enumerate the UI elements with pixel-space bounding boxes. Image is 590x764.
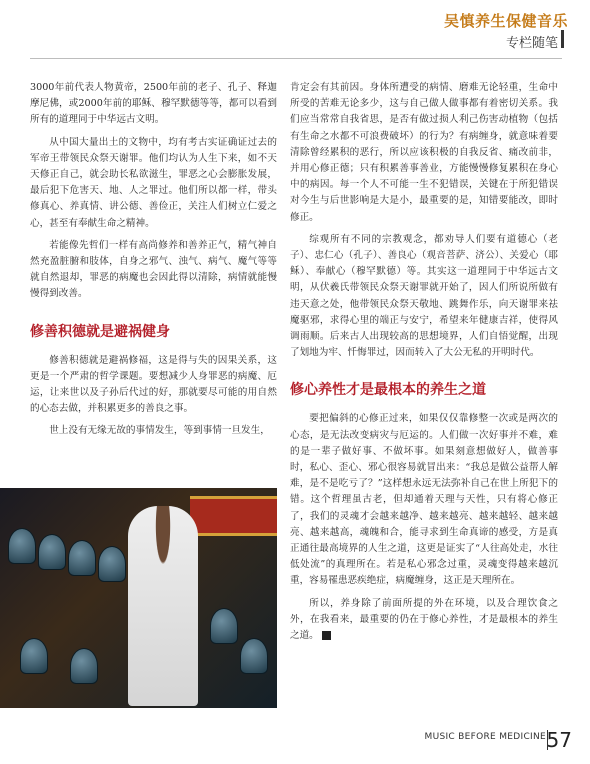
page-number: 57 [546, 728, 572, 752]
bronze-bell-icon [210, 608, 238, 644]
bronze-bell-icon [20, 638, 48, 674]
end-mark-icon [322, 631, 331, 640]
bronze-bell-icon [68, 540, 96, 576]
left-section-heading: 修善积德就是避祸健身 [30, 323, 170, 340]
bronze-bell-icon [98, 546, 126, 582]
footer-label: MUSIC BEFORE MEDICINE [424, 732, 546, 742]
left-column [30, 80, 277, 446]
temple-bells-photo [0, 488, 277, 708]
left-paragraph-2: 从中国大量出土的文物中，均有考古实证确证过去的军帝王带领民众祭天谢罪。他们均认为人生下来，如不天天修正自己，就会助长私欲滋生，罪恶之心会膨胀发展，最后犯下危害天、地、人之罪过。他们所以都一样，带头修真心、养真情、讲公德、善俭正，关注人们树立仁爱之心，甚至有奉献生命之精神。 [30, 136, 277, 229]
left-paragraph-1: 3000年前代表人物黄帝，2500年前的老子、孔子、释迦摩尼佛，或2000年前的耶稣、穆罕默德等等，都可以看到所有的道理同于中华远古文明。 [30, 82, 277, 126]
left-paragraph-5: 世上没有无缘无故的事情发生，等到事情一旦发生， [49, 425, 270, 437]
left-paragraph-4: 修善积德就是避祸修福，这是得与失的因果关系，这更是一个严肃的哲学课题。要想减少人身罪恶的病魔、厄运，让来世以及子孙后代过的好，那就要尽可能的用自然的心态去做，并积累更多的善良之事。 [30, 354, 277, 415]
page-header [0, 0, 590, 56]
red-beam [190, 496, 277, 536]
left-paragraph-3: 若能像先哲们一样有高尚修养和善养正气，精气神自然充盈脏腑和肢体，自身之邪气、浊气、病气、魔气等等就自然退却，罪恶的病魔也会因此得以清除，病情就能慢慢得到改善。 [30, 239, 277, 300]
bronze-bell-icon [8, 528, 36, 564]
right-section-heading: 修心养性才是最根本的养生之道 [290, 382, 486, 399]
right-paragraph-1: 肯定会有其前因。身体所遭受的病情、磨难无论轻重，生命中所受的苦难无论多少，这与自己做人做事都有着密切关系。我们应当常常自我省思，是否有做过损人利己伤害动植物（包括有生命之水都不可浪费破坏）的行为？有病缠身，就意味着要清除曾经累积的恶行，所以应该积极的自我反省、痛改前非，并用心修正德；只有积累善事善业，方能慢慢修复累积在身心中的病因。每一个人不可能一生不犯错误，关键在于所犯错误对今生与后世影响是大是小，最重要的是，知错要能改，即时修正。 [290, 82, 558, 223]
right-column [290, 80, 558, 650]
bronze-bell-icon [240, 638, 268, 674]
right-paragraph-4-text: 所以，养身除了前面所提的外在环境，以及合理饮食之外，在我看来，最重要的仍在于修心养性，才是最根本的养生之道。 [290, 597, 558, 642]
bronze-bell-icon [38, 534, 66, 570]
right-paragraph-3: 要把偏斜的心修正过来，如果仅仅靠修整一次或是两次的心态，是无法改变病灾与厄运的。人们做一次好事并不难，难的是一辈子做好事、不做坏事。如果刻意想做好人，做善事时，私心、歪心、邪心很容易就冒出来：“我总是做公益帮人解难，是不是吃亏了？”这样想永远无法弥补自己在世上所犯下的错。这个哲理虽古老，但却通着天理与天性，只有将心修正了，我们的灵魂才会越来越净、越来越亮、越来越轻、越来越亮、越来越高，魂魄和合，能寻求到生命真谛的感受，方是真正通往最高境界的人生之道，这更是证实了“人往高处走，水往低处流”的真理所在。若是私心邪念过重，灵魂变得越来越沉重，容易罹患恶疾绝症，病魔缠身，这正是天理所在。 [290, 413, 558, 587]
right-paragraph-4 [290, 596, 558, 645]
bronze-bell-icon [70, 648, 98, 684]
header-divider [561, 30, 564, 48]
column-label: 专栏随笔 [505, 36, 558, 51]
right-paragraph-2: 综观所有不同的宗教观念，都劝导人们要有道德心（老子）、忠仁心（孔子）、善良心（观音菩萨、济公）、关爱心（耶稣）、奉献心（穆罕默德）等。其实这一道理同于中华远古文明，从伏羲氏带领民众祭天谢罪就开始了，因人们所说所做有违天意之处，他带领民众祭天敬地、跳舞作乐，向天谢罪来祛魔驱邪，求得心里的端正与安宁，希望来年健康吉祥，使得风调雨顺。后来古人出现较高的思想境界，人们自悟觉醒，出现了划地为牢、忏悔罪过，因而转入了大公无私的开明时代。 [290, 233, 558, 359]
man-in-white-shirt [128, 506, 198, 706]
header-rule [30, 58, 562, 59]
magazine-title: 吴慎养生保健音乐 [443, 12, 568, 30]
